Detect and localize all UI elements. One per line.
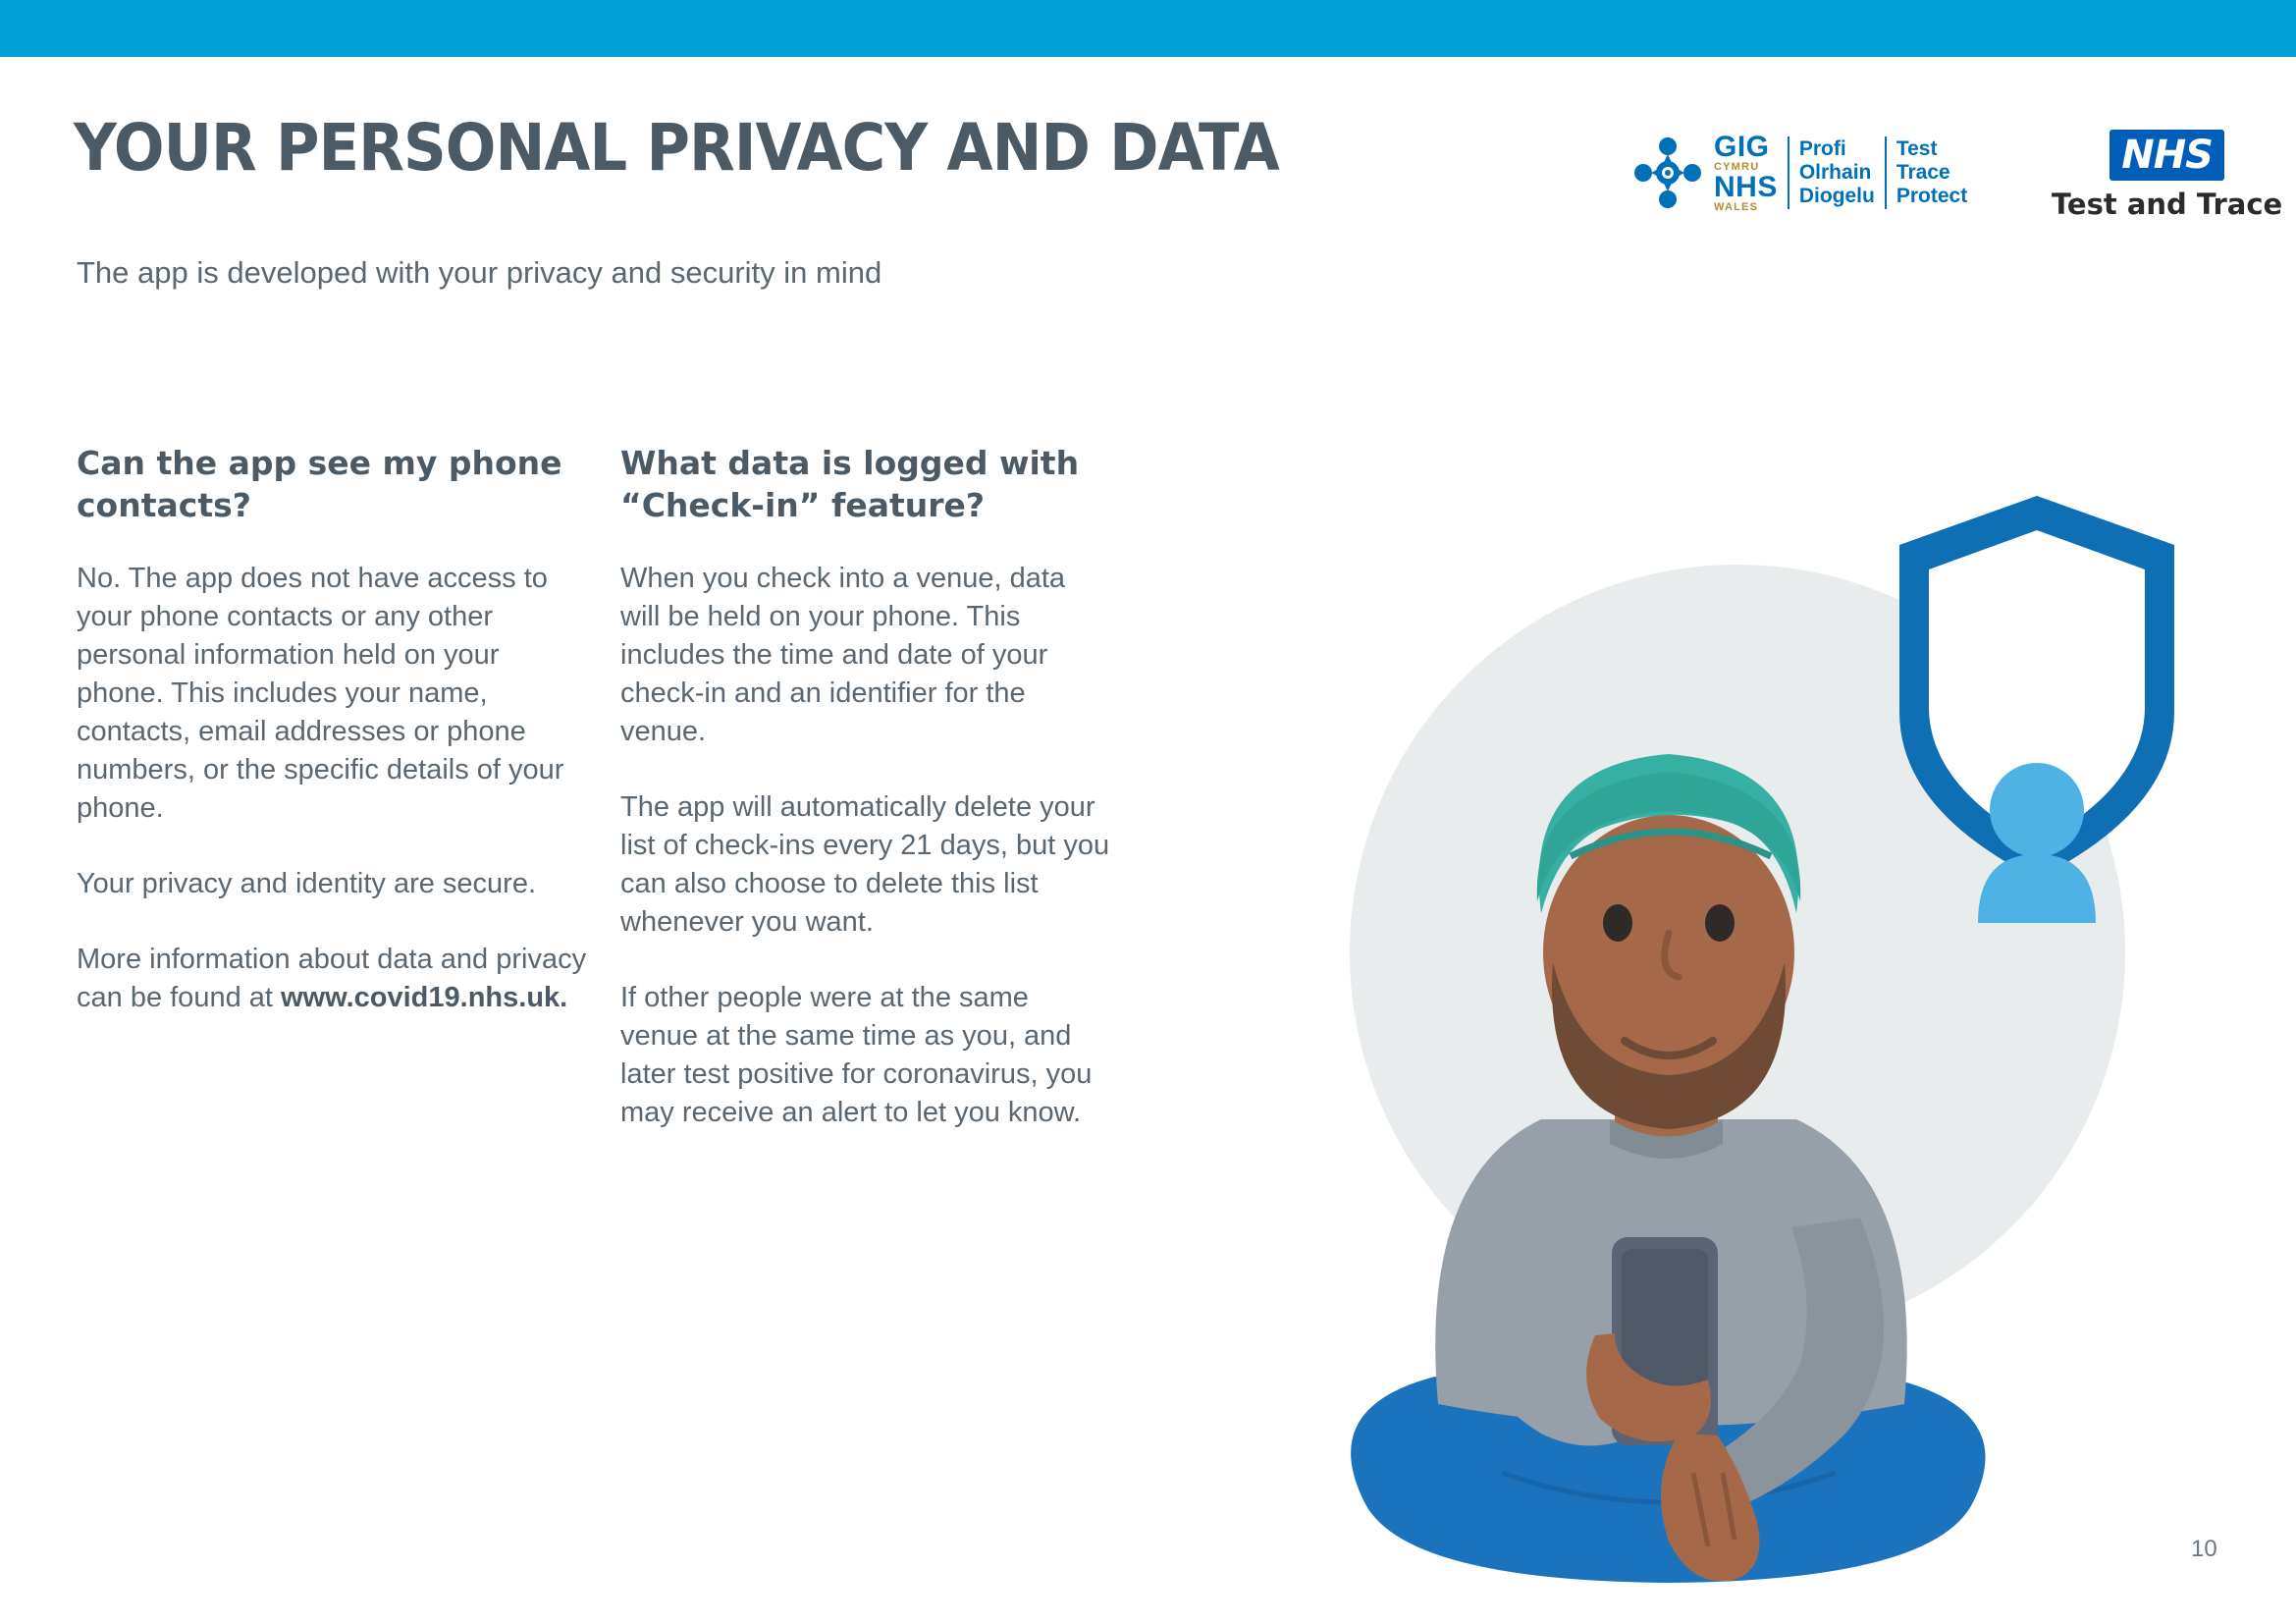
- content-column-checkin: [620, 442, 1111, 1132]
- page-number: 10: [2191, 1536, 2217, 1562]
- content-column-contacts: [77, 442, 587, 1017]
- column-paragraph: If other people were at the same venue at the same time as you, and later test positive for coronavirus, you may receive an alert to let you know.: [620, 982, 1093, 1128]
- column-paragraph: The app will automatically delete your list of check-ins every 21 days, but you can also choose to delete this list whenever you want.: [620, 791, 1110, 938]
- page-subtitle: The app is developed with your privacy and security in mind: [77, 255, 882, 290]
- page-title: YOUR PERSONAL PRIVACY AND DATA: [74, 110, 1279, 186]
- person-eye-right: [1705, 904, 1735, 942]
- column-paragraph: No. The app does not have access to your phone contacts or any other personal information held on your phone. This includes your name, contacts, email addresses or phone numbers, or the specific details of your phone.: [77, 563, 564, 824]
- column-paragraph: When you check into a venue, data will be held on your phone. This includes the time and date of your check-in and an identifier for the venue.: [620, 563, 1066, 747]
- person-eye-left: [1603, 904, 1632, 942]
- privacy-illustration: [1247, 491, 2296, 1624]
- nhs-wales-dragon-cross-icon: [1631, 135, 1704, 211]
- column-heading: Can the app see my phone contacts?: [77, 444, 562, 524]
- logo-divider-2: [1885, 136, 1887, 209]
- column-paragraph: Your privacy and identity are secure.: [77, 868, 537, 899]
- covid19-website-link[interactable]: www.covid19.nhs.uk.: [281, 982, 568, 1013]
- paragraph-text: More information about data and privacy can be found at: [77, 944, 587, 1013]
- logo-divider-1: [1788, 136, 1789, 209]
- nhs-test-and-trace-logo: [2052, 130, 2282, 221]
- ttp-english-words: Test Trace Protect: [1896, 137, 1968, 207]
- nhs-logo-caption: Test and Trace: [2052, 188, 2283, 221]
- nhs-wales-wordmark: GIG CYMRU NHS WALES: [1714, 131, 1778, 213]
- nhs-wordmark: NHS: [2109, 130, 2224, 181]
- column-paragraph-with-link: [77, 941, 587, 1017]
- nhs-wales-logo: [1631, 133, 1967, 213]
- top-accent-bar: [0, 0, 2296, 57]
- ttp-welsh-words: Profi Olrhain Diogelu: [1798, 137, 1875, 207]
- column-heading: What data is logged with “Check-in” feature?: [620, 444, 1080, 524]
